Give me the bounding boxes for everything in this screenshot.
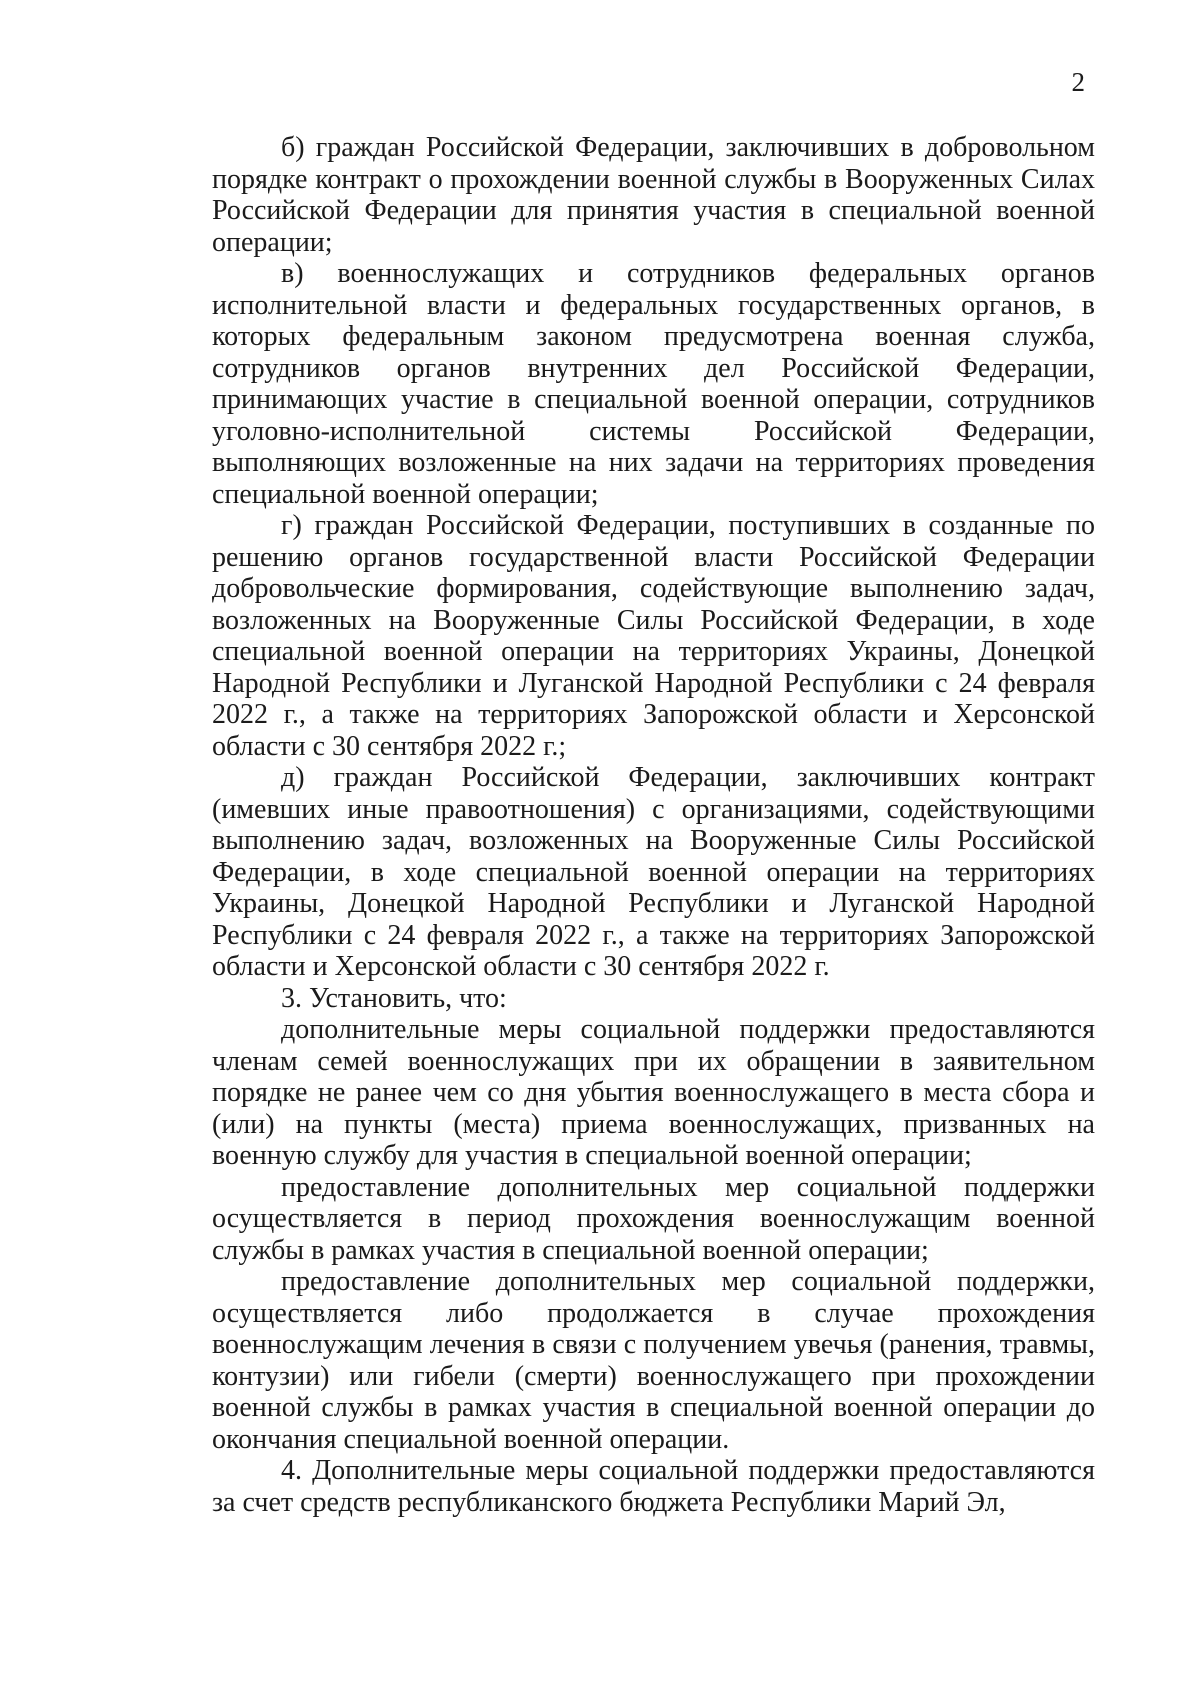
paragraph-subitem-d: д) граждан Российской Федерации, заключивших контракт (имевших иные правоотношения) с организациями, содействующими выполнению задач, возложенных на Вооруженные Силы Российской Федерации, в ходе специальной военной операции на территориях Украины, Донецкой Народной Республики и Луганской Народной Республики с 24 февраля 2022 г., а также на территориях Запорожской области и Херсонской области с 30 сентября 2022 г. bbox=[212, 762, 1095, 982]
paragraph-item-3-heading: 3. Установить, что: bbox=[281, 982, 507, 1014]
paragraph-item-3-clause-1: дополнительные меры социальной поддержки предоставляются членам семей военнослужащих при их обращении в заявительном порядке не ранее чем со дня убытия военнослужащего в места сбора и (или) на пункты (места) приема военнослужащих, призванных на военную службу для участия в специальной военной операции; bbox=[212, 1014, 1095, 1171]
paragraph-subitem-g: г) граждан Российской Федерации, поступивших в созданные по решению органов государственной власти Российской Федерации добровольческие формирования, содействующие выполнению задач, возложенных на Вооруженные Силы Российской Федерации, в ходе специальной военной операции на территориях Украины, Донецкой Народной Республики и Луганской Народной Республики с 24 февраля 2022 г., а также на территориях Запорожской области и Херсонской области с 30 сентября 2022 г.; bbox=[212, 510, 1095, 762]
paragraph-subitem-b: б) граждан Российской Федерации, заключивших в добровольном порядке контракт о прохождении военной службы в Вооруженных Силах Российской Федерации для принятия участия в специальной военной операции; bbox=[212, 132, 1095, 258]
paragraph-subitem-v: в) военнослужащих и сотрудников федеральных органов исполнительной власти и федеральных государственных органов, в которых федеральным законом предусмотрена военная служба, сотрудников органов внутренних дел Российской Федерации, принимающих участие в специальной военной операции, сотрудников уголовно-исполнительной системы Российской Федерации, выполняющих возложенные на них задачи на территориях проведения специальной военной операции; bbox=[212, 258, 1095, 510]
page-number: 2 bbox=[1071, 67, 1085, 97]
paragraph-item-3-clause-2: предоставление дополнительных мер социальной поддержки осуществляется в период прохождения военнослужащим военной службы в рамках участия в специальной военной операции; bbox=[212, 1171, 1095, 1266]
paragraph-item-3-clause-3: предоставление дополнительных мер социальной поддержки, осуществляется либо продолжается в случае прохождения военнослужащим лечения в связи с получением увечья (ранения, травмы, контузии) или гибели (смерти) военнослужащего при прохождении военной службы в рамках участия в специальной военной операции до окончания специальной военной операции. bbox=[212, 1266, 1095, 1455]
paragraph-item-4: 4. Дополнительные меры социальной поддержки предоставляются за счет средств республиканского бюджета Республики Марий Эл, bbox=[212, 1455, 1095, 1518]
document-body bbox=[212, 132, 1095, 1518]
